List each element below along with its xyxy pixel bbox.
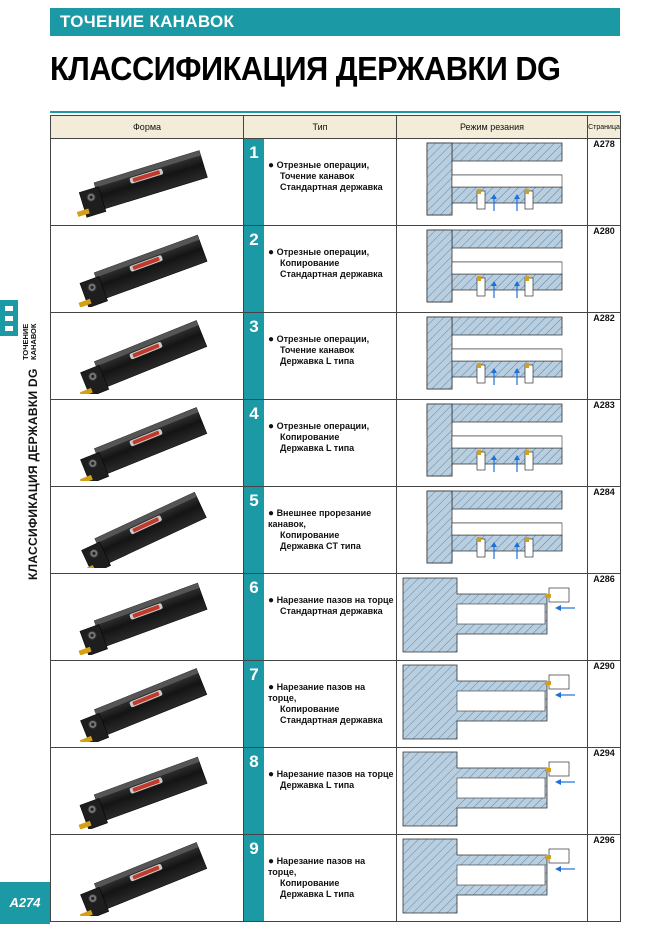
cutting-mode-diagram (397, 835, 588, 922)
type-line-3: Державка L типа (280, 356, 355, 366)
type-cell (244, 313, 397, 400)
type-line-3: Стандартная державка (280, 715, 383, 725)
title-divider (50, 111, 620, 113)
row-number: 8 (244, 748, 264, 834)
header-page: Страница (588, 116, 621, 139)
row-number: 4 (244, 400, 264, 486)
holder-image (51, 313, 244, 400)
type-description (268, 334, 394, 367)
header-type: Тип (244, 116, 397, 139)
type-line-3: Державка CT типа (280, 541, 361, 551)
type-line-1: Отрезные операции, (276, 247, 370, 257)
page-reference[interactable]: A290 (588, 661, 621, 748)
type-line-1: Нарезание пазов на торце, (268, 856, 366, 877)
cutting-mode-diagram (397, 139, 588, 226)
table-row (51, 226, 621, 313)
cutting-mode-diagram (397, 226, 588, 313)
holder-image (51, 748, 244, 835)
type-line-2: Копирование (280, 258, 340, 268)
bullet-icon: ● (268, 247, 275, 258)
type-cell (244, 661, 397, 748)
holder-image (51, 400, 244, 487)
page-reference[interactable]: A286 (588, 574, 621, 661)
type-line-1: Отрезные операции, (276, 160, 370, 170)
row-number: 2 (244, 226, 264, 312)
page-reference[interactable]: A294 (588, 748, 621, 835)
cutting-mode-diagram (397, 400, 588, 487)
type-description (268, 769, 394, 791)
header-form: Форма (51, 116, 244, 139)
bullet-icon: ● (268, 508, 275, 519)
type-line-2: Державка L типа (280, 780, 355, 790)
cutting-mode-diagram (397, 574, 588, 661)
type-line-3: Стандартная державка (280, 182, 383, 192)
type-line-3: Стандартная державка (280, 269, 383, 279)
holder-image (51, 574, 244, 661)
type-line-2: Копирование (280, 530, 340, 540)
header-cutting-mode: Режим резания (397, 116, 588, 139)
type-line-2: Точение канавок (280, 345, 355, 355)
type-description (268, 421, 394, 454)
page-reference[interactable]: A283 (588, 400, 621, 487)
bullet-icon: ● (268, 769, 275, 780)
type-line-2: Копирование (280, 878, 340, 888)
type-cell (244, 400, 397, 487)
type-description (268, 160, 394, 193)
bullet-icon: ● (268, 856, 275, 867)
type-line-2: Точение канавок (280, 171, 355, 181)
page-reference[interactable]: A296 (588, 835, 621, 922)
bullet-icon: ● (268, 682, 275, 693)
cutting-mode-diagram (397, 487, 588, 574)
type-line-3: Державка L типа (280, 889, 355, 899)
cutting-mode-diagram (397, 661, 588, 748)
side-tab-label: ТОЧЕНИЕ КАНАВОК (21, 323, 38, 360)
table-header-row (51, 116, 621, 139)
type-cell (244, 574, 397, 661)
bullet-icon: ● (268, 595, 275, 606)
row-number: 6 (244, 574, 264, 660)
page-number-badge: A274 (0, 882, 50, 924)
table-row (51, 661, 621, 748)
row-number: 9 (244, 835, 264, 921)
holder-image (51, 139, 244, 226)
type-line-1: Нарезание пазов на торце (276, 769, 394, 779)
table-row (51, 487, 621, 574)
type-description (268, 247, 394, 280)
type-line-2: Стандартная державка (280, 606, 383, 616)
row-number: 1 (244, 139, 264, 225)
holder-image (51, 487, 244, 574)
type-line-2: Копирование (280, 704, 340, 714)
classification-table (50, 115, 621, 922)
page-title: КЛАССИФИКАЦИЯ ДЕРЖАВКИ DG (50, 50, 561, 87)
row-number: 3 (244, 313, 264, 399)
type-line-1: Нарезание пазов на торце, (268, 682, 366, 703)
page-reference[interactable]: A282 (588, 313, 621, 400)
bullet-icon: ● (268, 421, 275, 432)
table-row (51, 313, 621, 400)
table-row (51, 835, 621, 922)
row-number: 5 (244, 487, 264, 573)
cutting-mode-diagram (397, 313, 588, 400)
cutting-mode-diagram (397, 748, 588, 835)
bullet-icon: ● (268, 334, 275, 345)
type-description (268, 508, 394, 552)
table-row (51, 574, 621, 661)
holder-image (51, 835, 244, 922)
table-row (51, 139, 621, 226)
type-line-3: Державка L типа (280, 443, 355, 453)
type-description (268, 595, 394, 617)
type-cell (244, 139, 397, 226)
type-line-1: Внешнее прорезание канавок, (268, 508, 372, 529)
table-row (51, 748, 621, 835)
type-description (268, 856, 394, 900)
type-line-1: Нарезание пазов на торце (276, 595, 394, 605)
section-banner: ТОЧЕНИЕ КАНАВОК (50, 8, 620, 36)
holder-image (51, 661, 244, 748)
type-cell (244, 748, 397, 835)
grooving-tab-icon (0, 300, 18, 336)
side-section-label: КЛАССИФИКАЦИЯ ДЕРЖАВКИ DG (26, 368, 40, 580)
type-cell (244, 487, 397, 574)
row-number: 7 (244, 661, 264, 747)
page-reference[interactable]: A284 (588, 487, 621, 574)
page-reference[interactable]: A280 (588, 226, 621, 313)
type-line-2: Копирование (280, 432, 340, 442)
page-reference[interactable]: A278 (588, 139, 621, 226)
type-cell (244, 835, 397, 922)
type-line-1: Отрезные операции, (276, 334, 370, 344)
bullet-icon: ● (268, 160, 275, 171)
type-description (268, 682, 394, 726)
table-row (51, 400, 621, 487)
type-line-1: Отрезные операции, (276, 421, 370, 431)
holder-image (51, 226, 244, 313)
type-cell (244, 226, 397, 313)
